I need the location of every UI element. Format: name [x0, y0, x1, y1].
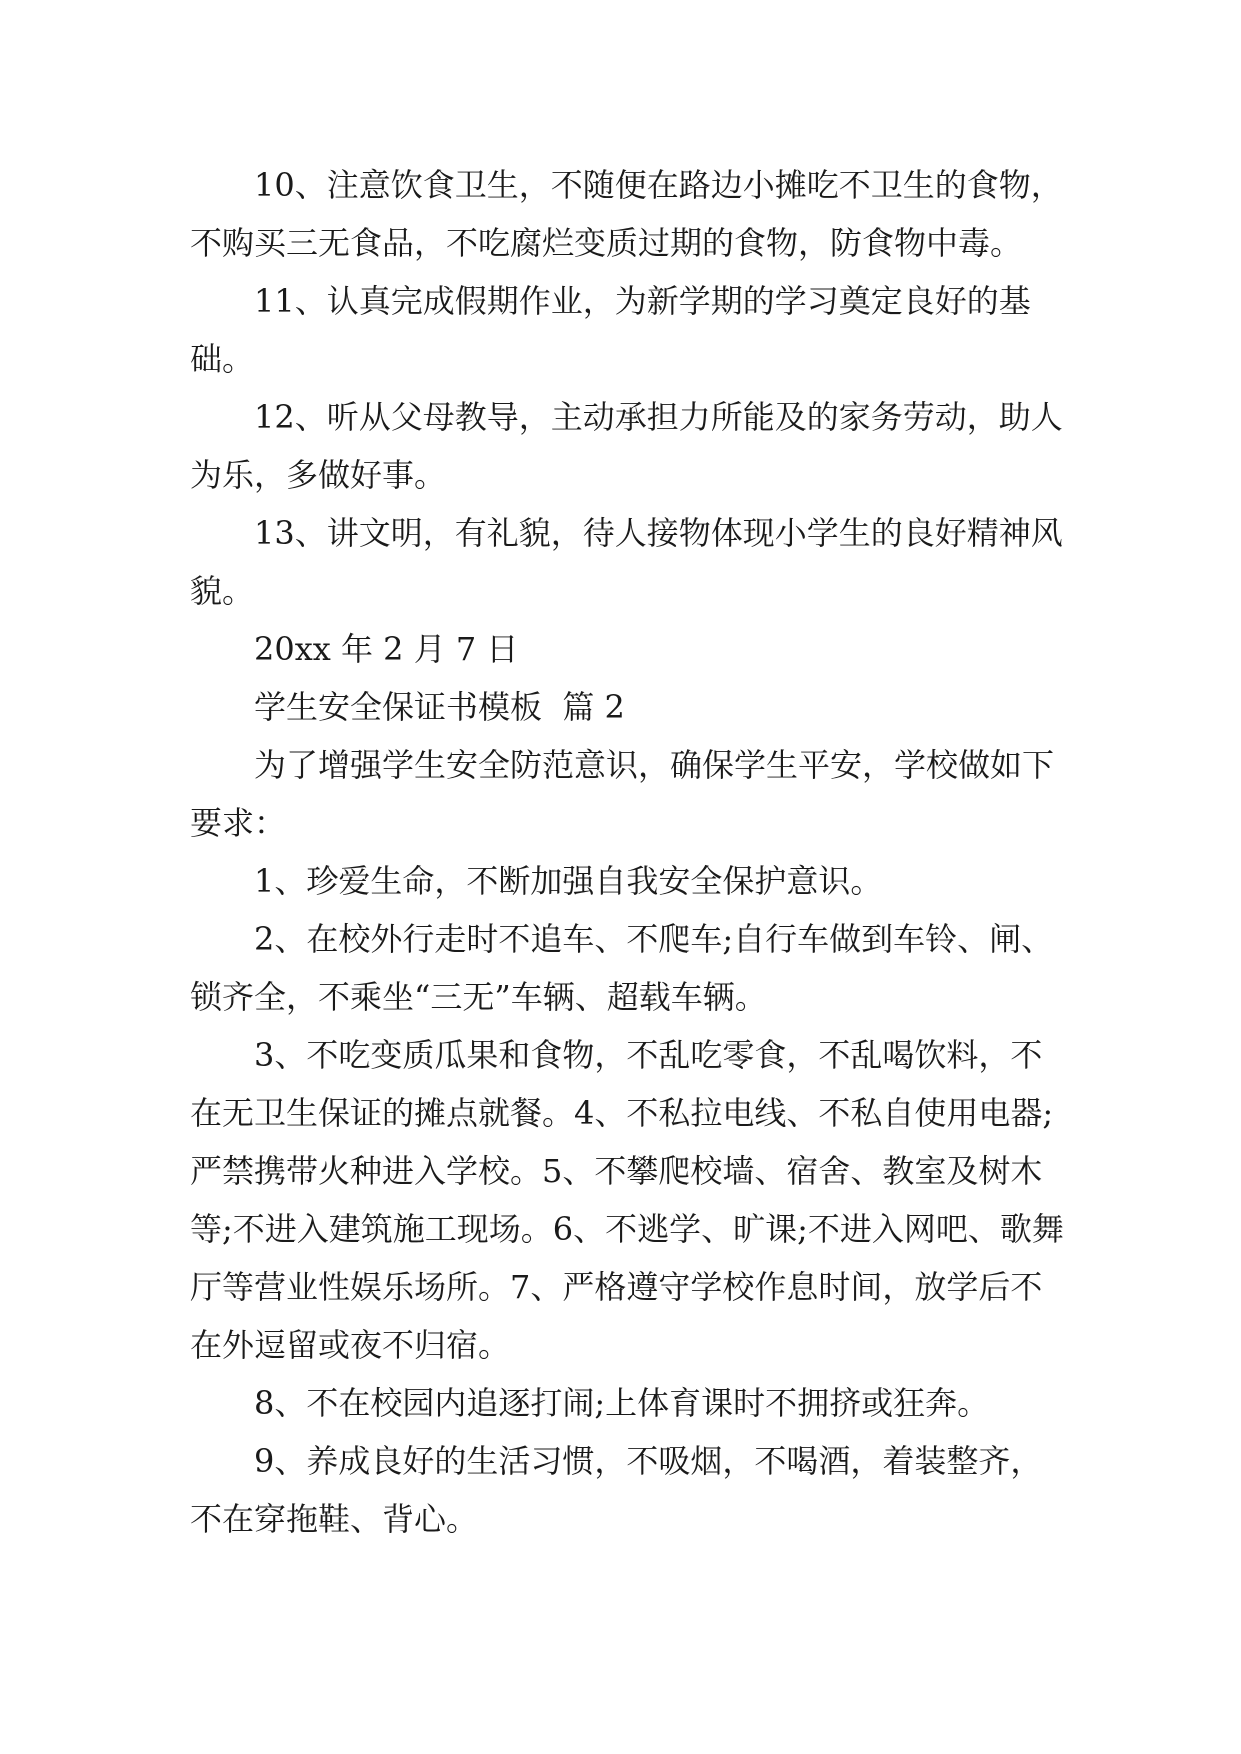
date-line: 20xx 年 2 月 7 日: [254, 630, 519, 668]
paragraph-item-10: 10、注意饮食卫生，不随便在路边小摊吃不卫生的食物，不购买三无食品，不吃腐烂变质过期的食物，防食物中毒。: [190, 166, 1063, 262]
requirement-item-1: 1、珍爱生命，不断加强自我安全保护意识。: [254, 862, 883, 900]
paragraph-item-13: 13、讲文明，有礼貌，待人接物体现小学生的良好精神风貌。: [190, 514, 1063, 610]
paragraph-item-12: 12、听从父母教导，主动承担力所能及的家务劳动，助人为乐，多做好事。: [190, 398, 1063, 494]
requirement-item-9: 9、养成良好的生活习惯，不吸烟，不喝酒，着装整齐，不在穿拖鞋、背心。: [190, 1442, 1043, 1538]
requirement-item-8: 8、不在校园内追逐打闹;上体育课时不拥挤或狂奔。: [254, 1384, 990, 1422]
document-body: [190, 156, 1070, 1548]
section-heading: 学生安全保证书模板 篇 2: [254, 688, 625, 726]
requirement-items-3-7: 3、不吃变质瓜果和食物，不乱吃零食，不乱喝饮料，不在无卫生保证的摊点就餐。4、不私拉电线、不私自使用电器;严禁携带火种进入学校。5、不攀爬校墙、宿舍、教室及树木等;不进入建筑施工现场。6、不逃学、旷课;不进入网吧、歌舞厅等营业性娱乐场所。7、严格遵守学校作息时间，放学后不在外逗留或夜不归宿。: [190, 1036, 1064, 1364]
paragraph-item-11: 11、认真完成假期作业，为新学期的学习奠定良好的基础。: [190, 282, 1031, 378]
requirement-item-2: 2、在校外行走时不追车、不爬车;自行车做到车铃、闸、锁齐全，不乘坐“三无”车辆、超载车辆。: [190, 920, 1054, 1016]
intro-paragraph: 为了增强学生安全防范意识，确保学生平安，学校做如下要求：: [190, 746, 1055, 842]
